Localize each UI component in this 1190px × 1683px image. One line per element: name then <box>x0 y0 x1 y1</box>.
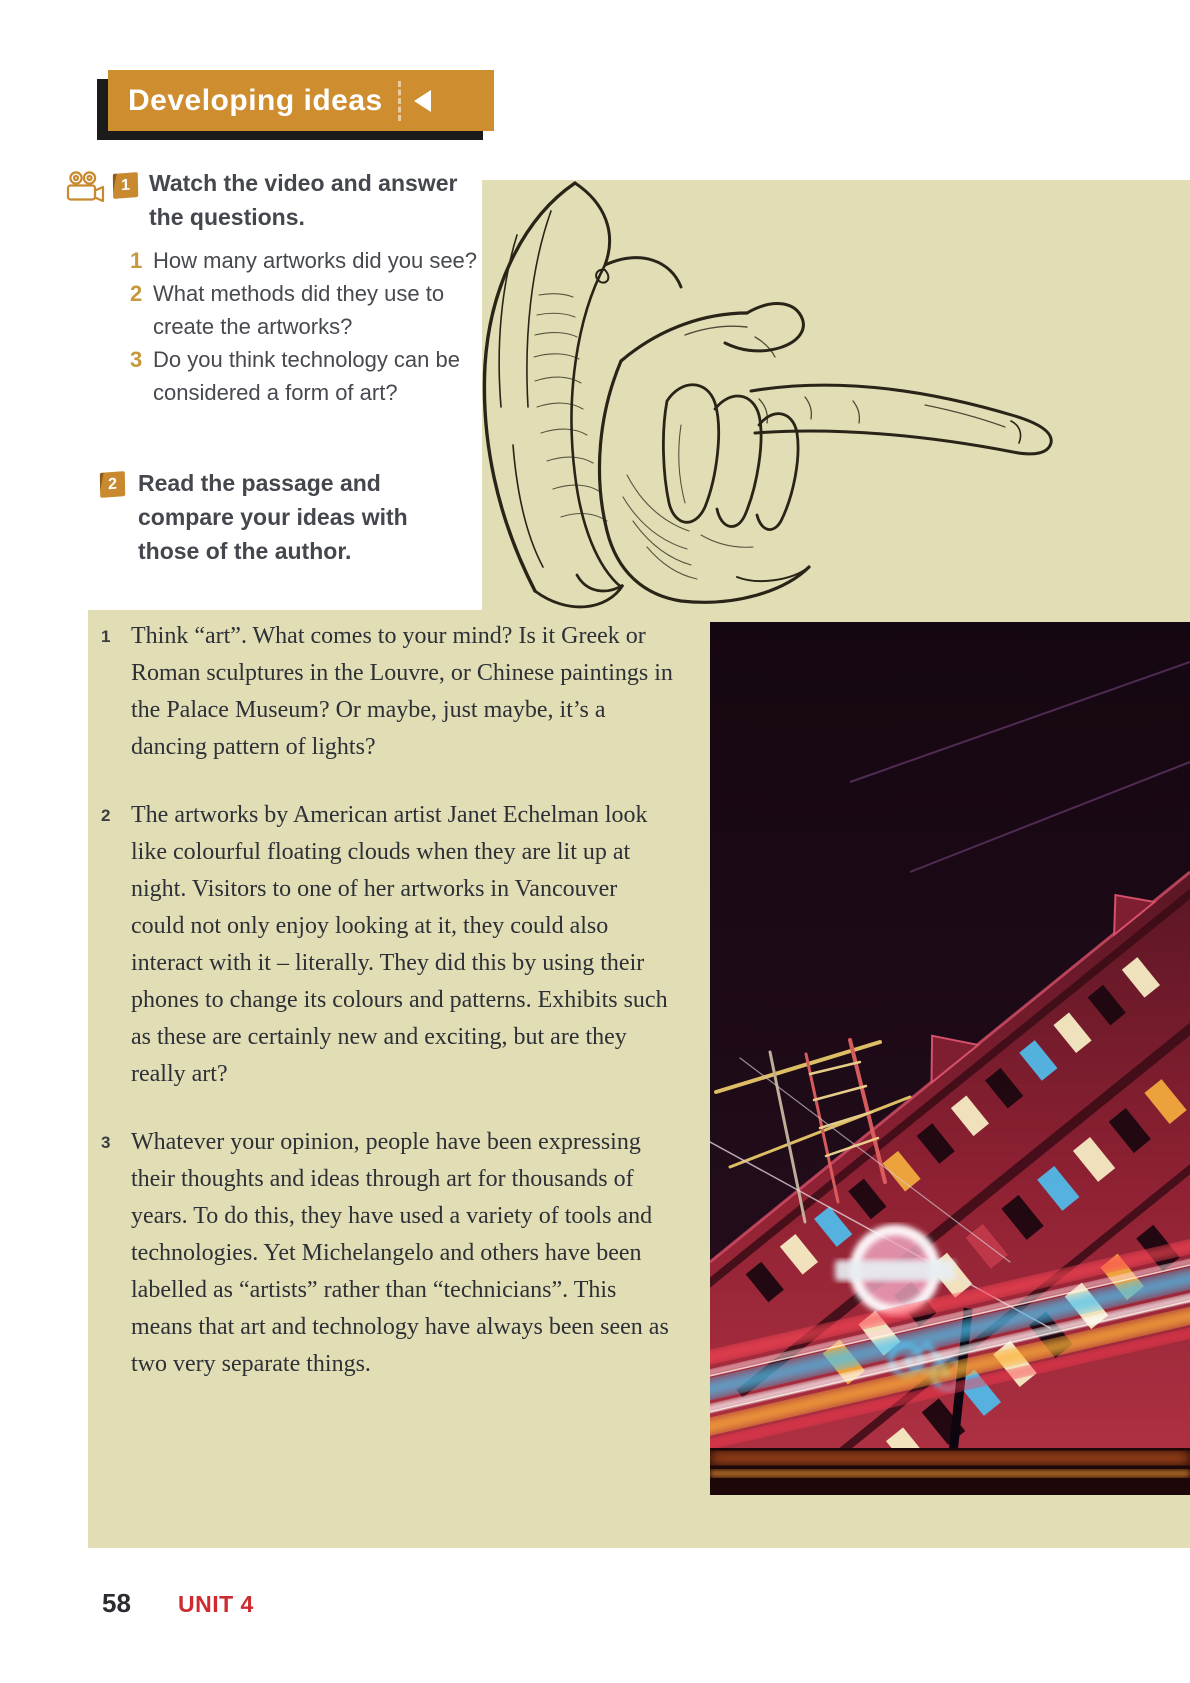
passage-paragraph <box>101 618 681 766</box>
pointing-hand-illustration <box>455 175 1075 615</box>
video-camera-icon <box>66 171 106 203</box>
passage-paragraph <box>101 1124 681 1383</box>
question-number: 3 <box>130 347 143 372</box>
left-triangle-icon <box>414 90 431 112</box>
question-item <box>130 277 486 343</box>
paragraph-number: 2 <box>101 806 111 825</box>
activity-number-badge <box>113 172 138 199</box>
activity-2 <box>100 466 433 568</box>
page-number: 58 <box>102 1588 131 1618</box>
paragraph-text: Think “art”. What comes to your mind? Is it Greek or Roman sculptures in the Louvre, or Chinese paintings in the Palace Museum? Or maybe, just maybe, it’s a dancing pattern of lights? <box>131 623 673 760</box>
question-number: 1 <box>130 248 143 273</box>
question-item <box>130 244 486 277</box>
question-text: How many artworks did you see? <box>153 248 478 273</box>
activity-instruction: Watch the video and answer the questions. <box>149 170 458 230</box>
activity-number: 1 <box>120 176 131 194</box>
paragraph-number: 1 <box>101 627 111 646</box>
section-title: Developing ideas <box>128 83 383 117</box>
paragraph-text: The artworks by American artist Janet Echelman look like colourful floating clouds when they are lit up at night. Visitors to one of her artworks in Vancouver could not only enjoy looking at it, they could also interact with it – literally. They did this by using their phones to change its colours and patterns. Exhibits such as these are certainly new and exciting, but are they really art? <box>131 802 668 1087</box>
passage-paragraph <box>101 797 681 1093</box>
question-number: 2 <box>130 281 143 306</box>
reading-passage <box>101 618 681 1414</box>
city-lights-photo <box>710 622 1190 1495</box>
activity-instruction: Read the passage and compare your ideas with those of the author. <box>138 470 408 564</box>
paragraph-number: 3 <box>101 1133 111 1152</box>
section-banner <box>108 70 494 131</box>
activity-1 <box>66 166 486 409</box>
unit-label: UNIT 4 <box>178 1591 254 1617</box>
question-text: Do you think technology can be considered a form of art? <box>153 347 460 405</box>
paragraph-text: Whatever your opinion, people have been expressing their thoughts and ideas through art for thousands of years. To do this, they have used a variety of tools and technologies. Yet Michelangelo and others have been labelled as “artists” rather than “technicians”. This means that art and technology have always been seen as two very separate things. <box>131 1129 669 1377</box>
activity-number: 2 <box>107 475 118 493</box>
question-text: What methods did they use to create the artworks? <box>153 281 445 339</box>
question-item <box>130 343 486 409</box>
question-list <box>130 244 486 409</box>
banner-dashed-divider <box>398 81 401 121</box>
activity-number-badge <box>100 471 125 498</box>
